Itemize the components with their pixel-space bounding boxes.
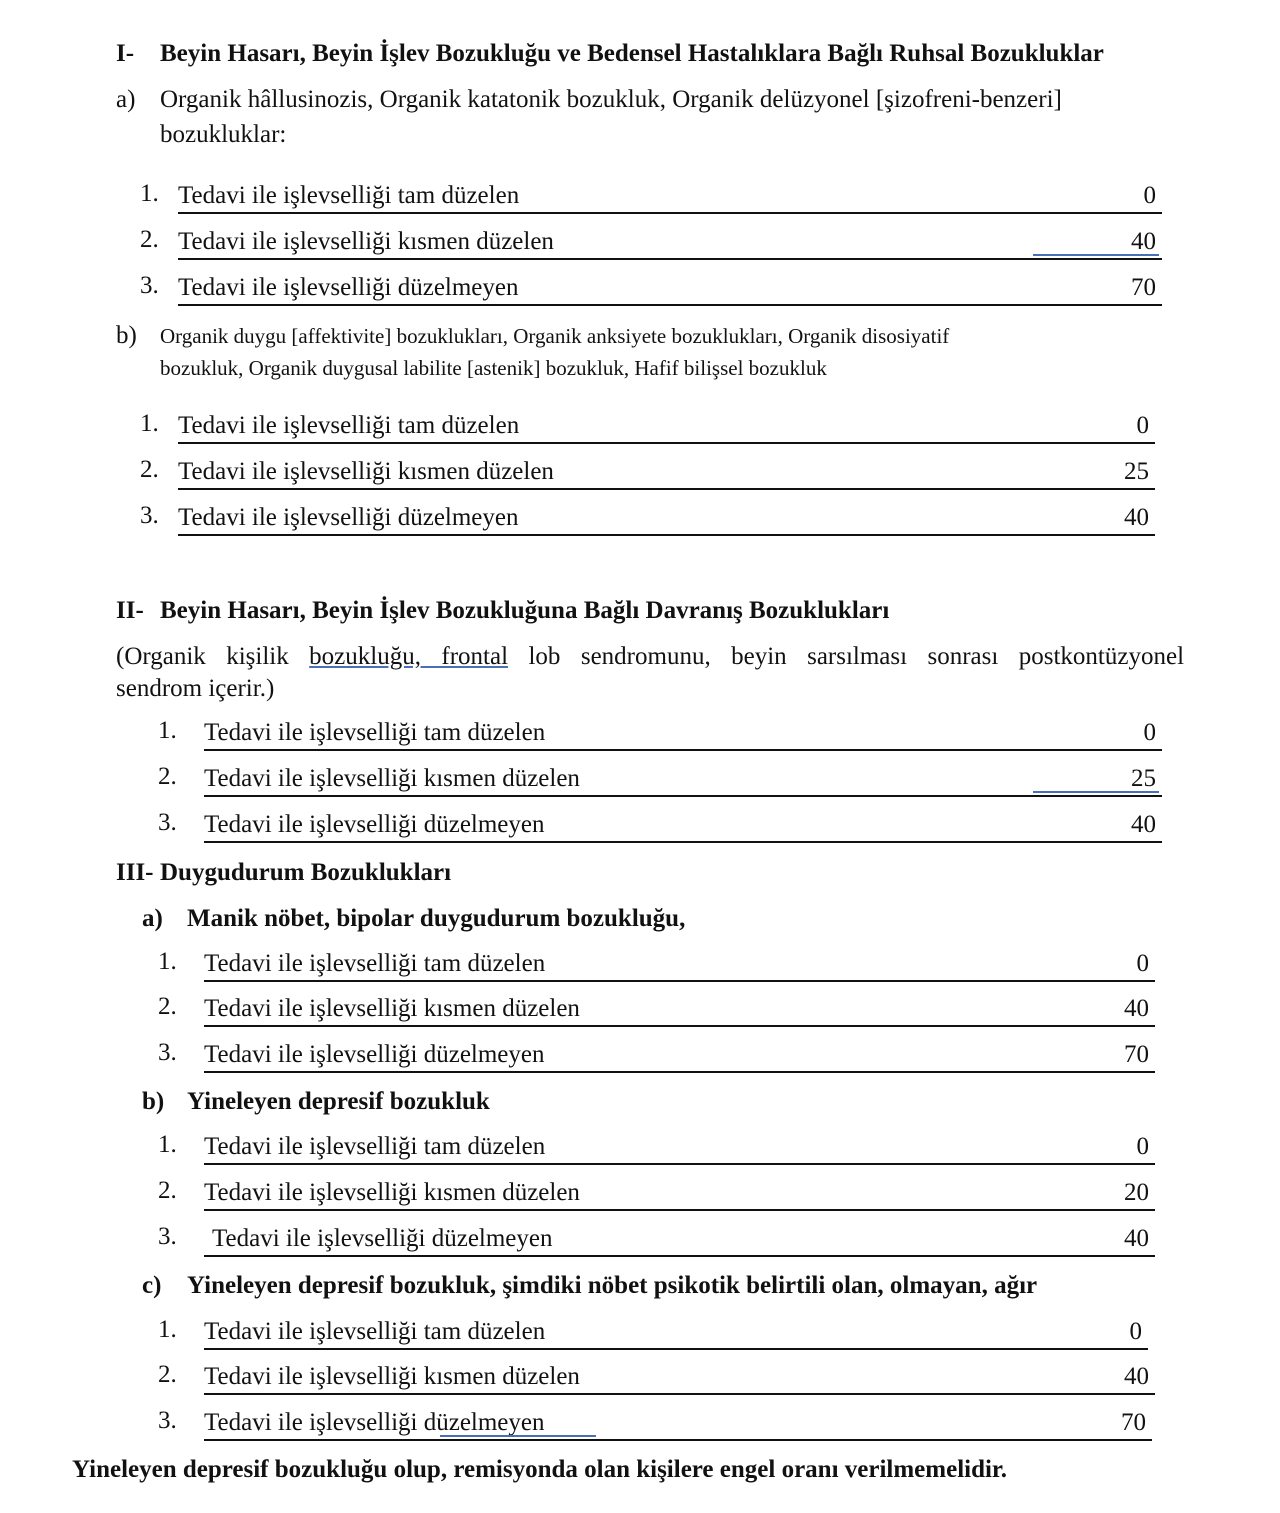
revision-underline <box>1033 254 1159 256</box>
footer-note: Yineleyen depresif bozukluğu olup, remisyonda olan kişilere engel oranı verilmemelidir. <box>72 1456 1007 1483</box>
item-label: Tedavi ile işlevselliği tam düzelen <box>204 1133 546 1160</box>
item-label: Tedavi ile işlevselliği tam düzelen <box>204 950 546 977</box>
item-value: 0 <box>1143 719 1156 746</box>
item-number: 3. <box>158 1223 177 1250</box>
item-label: Tedavi ile işlevselliği düzelmeyen <box>204 1409 545 1436</box>
item-number: 3. <box>158 809 177 836</box>
item-number: 2. <box>158 993 177 1020</box>
sec1-b-text-line2: bozukluk, Organik duygusal labilite [astenik] bozukluk, Hafif bilişsel bozukluk <box>160 356 827 380</box>
sec1-a-item-2 <box>140 226 1162 260</box>
item-label: Tedavi ile işlevselliği kısmen düzelen <box>178 228 554 255</box>
sec3-b-item-1 <box>158 1131 1155 1165</box>
item-number: 3. <box>158 1407 177 1434</box>
sec3-b-label: b) <box>142 1088 165 1115</box>
sec3-c-item-1 <box>158 1316 1148 1350</box>
sec1-a-item-1 <box>140 180 1162 214</box>
sec1-a-text-line1: Organik hâllusinozis, Organik katatonik bozukluk, Organik delüzyonel [şizofreni-benzeri] <box>160 86 1062 113</box>
revision-underline <box>1033 791 1159 793</box>
sec1-b-label: b) <box>116 322 137 349</box>
desc-part-a: (Organik kişilik <box>116 643 289 670</box>
section-3-title: Duygudurum Bozuklukları <box>160 859 452 886</box>
item-value: 40 <box>1124 1363 1149 1390</box>
item-label: Tedavi ile işlevselliği kısmen düzelen <box>204 995 580 1022</box>
sec1-b-item-2 <box>140 456 1155 490</box>
section-1-number: I- <box>116 40 135 67</box>
sec3-c-title: Yineleyen depresif bozukluk, şimdiki nöbet psikotik belirtili olan, olmayan, ağır <box>187 1272 1038 1299</box>
item-number: 1. <box>158 1131 177 1158</box>
item-number: 1. <box>158 948 177 975</box>
item-number: 1. <box>158 1316 177 1343</box>
sec3-a-item-1 <box>158 948 1155 982</box>
item-value: 20 <box>1124 1179 1149 1206</box>
sec3-a-item-3 <box>158 1039 1155 1073</box>
item-value: 0 <box>1136 412 1149 439</box>
item-number: 3. <box>140 272 159 299</box>
item-number: 2. <box>140 226 159 253</box>
revision-underline <box>440 1435 596 1437</box>
item-value: 0 <box>1136 1133 1149 1160</box>
item-label: Tedavi ile işlevselliği düzelmeyen <box>204 1041 545 1068</box>
item-value: 0 <box>1129 1318 1142 1345</box>
item-label: Tedavi ile işlevselliği düzelmeyen <box>178 274 519 301</box>
item-number: 1. <box>158 717 177 744</box>
item-value: 70 <box>1131 274 1156 301</box>
sec3-a-title: Manik nöbet, bipolar duygudurum bozukluğu, <box>187 905 686 932</box>
item-label: Tedavi ile işlevselliği düzelmeyen <box>204 811 545 838</box>
sec3-a-label: a) <box>142 905 163 932</box>
sec2-description-line1 <box>116 643 1184 671</box>
sec1-b-item-3 <box>140 502 1155 536</box>
item-value: 40 <box>1131 228 1156 255</box>
sec2-description-line2: sendrom içerir.) <box>116 675 275 702</box>
item-value: 40 <box>1124 995 1149 1022</box>
item-label: Tedavi ile işlevselliği kısmen düzelen <box>204 765 580 792</box>
sec2-item-2 <box>158 763 1162 797</box>
item-number: 2. <box>158 1177 177 1204</box>
desc-part-c: lob sendromunu, beyin sarsılması sonrası postkontüzyonel <box>528 643 1185 670</box>
item-number: 1. <box>140 180 159 207</box>
item-label: Tedavi ile işlevselliği kısmen düzelen <box>178 458 554 485</box>
sec1-a-text-line2: bozukluklar: <box>160 121 287 148</box>
item-number: 2. <box>158 763 177 790</box>
item-number: 3. <box>158 1039 177 1066</box>
item-label: Tedavi ile işlevselliği tam düzelen <box>204 719 546 746</box>
sec3-a-item-2 <box>158 993 1155 1027</box>
item-value: 25 <box>1131 765 1156 792</box>
item-value: 25 <box>1124 458 1149 485</box>
item-label: Tedavi ile işlevselliği tam düzelen <box>178 412 520 439</box>
sec3-c-label: c) <box>142 1272 162 1299</box>
item-value: 0 <box>1143 182 1156 209</box>
item-value: 70 <box>1124 1041 1149 1068</box>
section-1-title: Beyin Hasarı, Beyin İşlev Bozukluğu ve Bedensel Hastalıklara Bağlı Ruhsal Bozukluklar <box>160 40 1104 67</box>
section-2-number: II- <box>116 597 144 624</box>
sec3-c-item-3 <box>158 1407 1152 1441</box>
item-value: 40 <box>1124 1225 1149 1252</box>
sec3-b-item-2 <box>158 1177 1155 1211</box>
sec3-c-item-2 <box>158 1361 1155 1395</box>
item-value: 40 <box>1124 504 1149 531</box>
sec2-item-3 <box>158 809 1162 843</box>
item-number: 2. <box>158 1361 177 1388</box>
item-value: 0 <box>1136 950 1149 977</box>
sec1-b-item-1 <box>140 410 1155 444</box>
sec1-a-label: a) <box>116 86 136 113</box>
item-label: Tedavi ile işlevselliği düzelmeyen <box>212 1225 553 1252</box>
item-label: Tedavi ile işlevselliği düzelmeyen <box>178 504 519 531</box>
item-value: 70 <box>1121 1409 1146 1436</box>
sec3-b-title: Yineleyen depresif bozukluk <box>187 1088 490 1115</box>
item-label: Tedavi ile işlevselliği tam düzelen <box>204 1318 546 1345</box>
item-label: Tedavi ile işlevselliği kısmen düzelen <box>204 1363 580 1390</box>
sec1-b-text-line1: Organik duygu [affektivite] bozuklukları, Organik anksiyete bozuklukları, Organik disosiyatif <box>160 324 950 348</box>
desc-part-b: bozukluğu, frontal <box>309 643 509 670</box>
item-value: 40 <box>1131 811 1156 838</box>
item-number: 2. <box>140 456 159 483</box>
item-number: 1. <box>140 410 159 437</box>
item-label: Tedavi ile işlevselliği tam düzelen <box>178 182 520 209</box>
sec3-b-item-3 <box>158 1223 1155 1257</box>
item-label: Tedavi ile işlevselliği kısmen düzelen <box>204 1179 580 1206</box>
sec1-a-item-3 <box>140 272 1162 306</box>
section-3-number: III- <box>116 859 154 886</box>
item-number: 3. <box>140 502 159 529</box>
sec2-item-1 <box>158 717 1162 751</box>
section-2-title: Beyin Hasarı, Beyin İşlev Bozukluğuna Bağlı Davranış Bozuklukları <box>160 597 890 624</box>
